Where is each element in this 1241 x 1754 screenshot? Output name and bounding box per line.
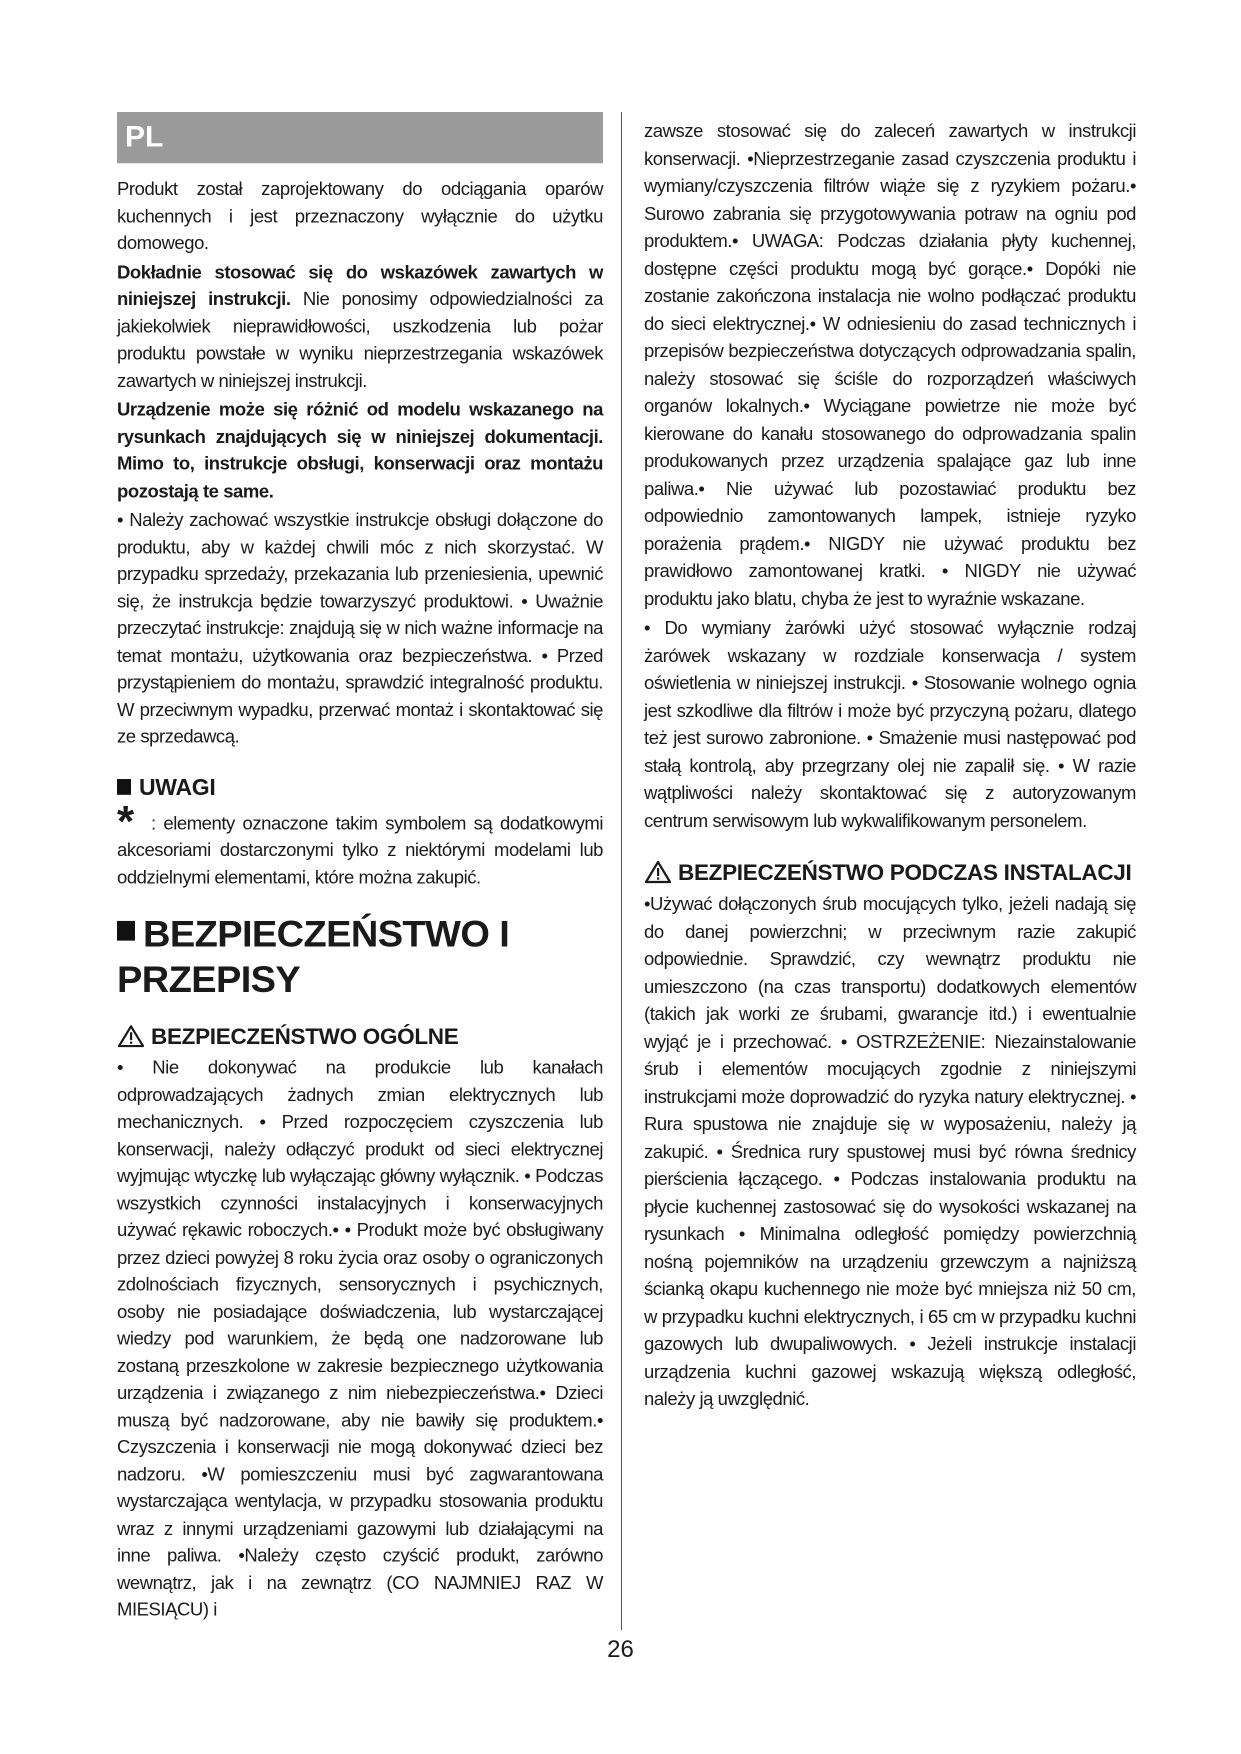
instructions-bold: Dokładnie stosować się do wskazówek zawartych w niniejszej instrukcji. bbox=[117, 261, 603, 310]
maintenance-paragraph: zawsze stosować się do zaleceń zawartych w instrukcji konserwacji. •Nieprzestrzeganie zasad czyszczenia produktu i wymiany/czyszczenia filtrów wiąże się z ryzykiem pożaru.• Surowo zabrania się przygotowywania potraw na ogniu pod produktem.• UWAGA: Podczas działania płyty kuchennej, dostępne części produktu mogą być gorące.• Dopóki nie zostanie zakończona instalacja nie wolno podłączać produktu do sieci elektrycznej.• W odniesieniu do zasad technicznych i przepisów bezpieczeństwa dotyczących odprowadzania spalin, należy stosować się ściśle do rozporządzeń właściwych organów lokalnych.• Wyciągane powietrze nie może być kierowane do kanału stosowanego do odprowadzania spalin produkowanych przez urządzenia spalające gaz lub inne paliwa.• Nie używać lub pozostawiać produktu bez odpowiednio zamontowanych lampek, istnieje ryzyko porażenia prądem.• NIGDY nie używać produktu bez prawidłowo zamontowanej kratki. • NIGDY nie używać produktu jako blatu, chyba że jest to wyraźnie wskazane. bbox=[644, 120, 1136, 609]
instructions-rest: Nie ponosimy odpowiedzialności za jakiekolwiek nieprawidłowości, uszkodzenia lub pożar produktu powstałe w wyniku nieprzestrzegania wskazówek zawartych w niniejszej instrukcji. bbox=[117, 288, 603, 391]
main-heading-text: BEZPIECZEŃSTWO I PRZEPISY bbox=[117, 914, 510, 1001]
uwagi-heading-text: UWAGI bbox=[139, 773, 216, 800]
safety-general-text: • Nie dokonywać na produkcie lub kanałach odprowadzających żadnych zmian elektrycznych lub mechanicznych. • Przed rozpoczęciem czyszczenia lub konserwacji, należy odłączyć produkt od sieci elektrycznej wyjmując wtyczkę lub wyłączając główny wyłącznik. • Podczas wszystkich czynności instalacyjnych i konserwacyjnych używać rękawic roboczych.• • Produkt może być obsługiwany przez dzieci powyżej 8 roku życia oraz osoby o ograniczonych zdolnościach fizycznych, sensorycznych i psychicznych, osoby nie posiadające doświadczenia, lub wystarczającej wiedzy pod warunkiem, że będą one nadzorowane lub zostaną przeszkolone w zakresie bezpiecznego użytkowania urządzenia i związanego z nim niebezpieczeństwa.• Dzieci muszą być nadzorowane, aby nie bawiły się produktem.• Czyszczenia i konserwacji nie mogą dokonywać dzieci bez nadzoru. •W pomieszczeniu musi być zagwarantowana wystarczająca wentylacja, w przypadku stosowania produktu wraz z innymi urządzeniami gazowymi lub działającymi na inne paliwa. •Należy często czyścić produkt, zarówno wewnątrz, jak i na zewnątrz (CO NAJMNIEJ RAZ W MIESIĄCU) i bbox=[117, 1056, 603, 1620]
square-bullet-icon bbox=[117, 779, 131, 795]
right-column bbox=[644, 117, 1136, 1415]
install-safety-heading-text: BEZPIECZEŃSTWO PODCZAS INSTALACJI bbox=[678, 860, 1132, 885]
intro-paragraph: Produkt został zaprojektowany do odciągania oparów kuchennych i jest przeznaczony wyłącznie do użytku domowego. bbox=[117, 178, 603, 253]
model-note-paragraph: Urządzenie może się różnić od modelu wskazanego na rysunkach znajdujących się w niniejszej dokumentacji. Mimo to, instrukcje obsługi, konserwacji oraz montażu pozostają te same. bbox=[117, 398, 603, 501]
safety-general-heading-text: BEZPIECZEŃSTWO OGÓLNE bbox=[151, 1024, 459, 1050]
warning-triangle-icon bbox=[117, 1024, 145, 1048]
install-safety-text: •Używać dołączonych śrub mocujących tylko, jeżeli nadają się do danej powierzchni; w przeciwnym razie zakupić odpowiednie. Sprawdzić, czy wewnątrz produktu nie umieszczono (na czas transportu) dodatkowych elementów (takich jak worki ze śrubami, gwarancje itd.) i ewentualnie wyjąć je i przechować. • OSTRZEŻENIE: Niezainstalowanie śrub i elementów mocujących zgodnie z niniejszymi instrukcjami może doprowadzić do ryzyka natury elektrycznej. • Rura spustowa nie znajduje się w wyposażeniu, należy ją zakupić. • Średnica rury spustowej musi być równa średnicy pierścienia łączącego. • Podczas instalowania produktu na płycie kuchennej zastosować się do wysokości wskazanej na rysunkach • Minimalna odległość pomiędzy powierzchnią nośną pojemników na urządzeniu grzewczym a najniższą ścianką okapu kuchennego nie może być mniejsza niż 50 cm, w przypadku kuchni elektrycznych, i 65 cm w przypadku kuchni gazowych lub dwupaliwowych. • Jeżeli instrukcje instalacji urządzenia kuchni gazowej wskazują większą odległość, należy ją uwzględnić. bbox=[644, 893, 1136, 1409]
install-safety-heading bbox=[644, 858, 1136, 888]
safety-general-heading bbox=[117, 1022, 603, 1052]
warning-triangle-icon bbox=[644, 860, 672, 884]
page-number: 26 bbox=[607, 1636, 634, 1663]
main-heading bbox=[117, 912, 603, 1003]
language-header: PL bbox=[117, 112, 603, 163]
general-instructions-paragraph: • Należy zachować wszystkie instrukcje obsługi dołączone do produktu, aby w każdej chwili móc z nich skorzystać. W przypadku sprzedaży, przekazania lub przeniesienia, upewnić się, że instrukcja będzie towarzyszyć produktowi. • Uważnie przeczytać instrukcje: znajdują się w nich ważne informacje na temat montażu, użytkowania oraz bezpieczeństwa. • Przed przystąpieniem do montażu, sprawdzić integralność produktu. W przeciwnym wypadku, przerwać montaż i skontaktować się ze sprzedawcą. bbox=[117, 509, 603, 747]
uwagi-heading bbox=[117, 772, 603, 802]
column-divider bbox=[621, 112, 622, 1630]
asterisk-icon: * bbox=[117, 797, 135, 846]
bulb-paragraph: • Do wymiany żarówki użyć stosować wyłącznie rodzaj żarówek wskazany w rozdziale konserwacja / system oświetlenia w niniejszej instrukcji. • Stosowanie wolnego ognia jest szkodliwe dla filtrów i może być przyczyną pożaru, dlatego też jest surowo zabronione. • Smażenie musi następować pod stałą kontrolą, aby przegrzany olej nie zapalił się. • W razie wątpliwości należy skontaktować się z autoryzowanym centrum serwisowym lub wykwalifikowanym personelem. bbox=[644, 617, 1136, 831]
instructions-paragraph bbox=[117, 258, 603, 393]
uwagi-text: : elementy oznaczone takim symbolem są dodatkowymi akcesoriami dostarczonymi tylko z niektórymi modelami lub oddzielnymi elementami, które można zakupić. bbox=[117, 812, 603, 887]
square-bullet-icon bbox=[117, 921, 135, 941]
left-column bbox=[117, 112, 603, 1625]
